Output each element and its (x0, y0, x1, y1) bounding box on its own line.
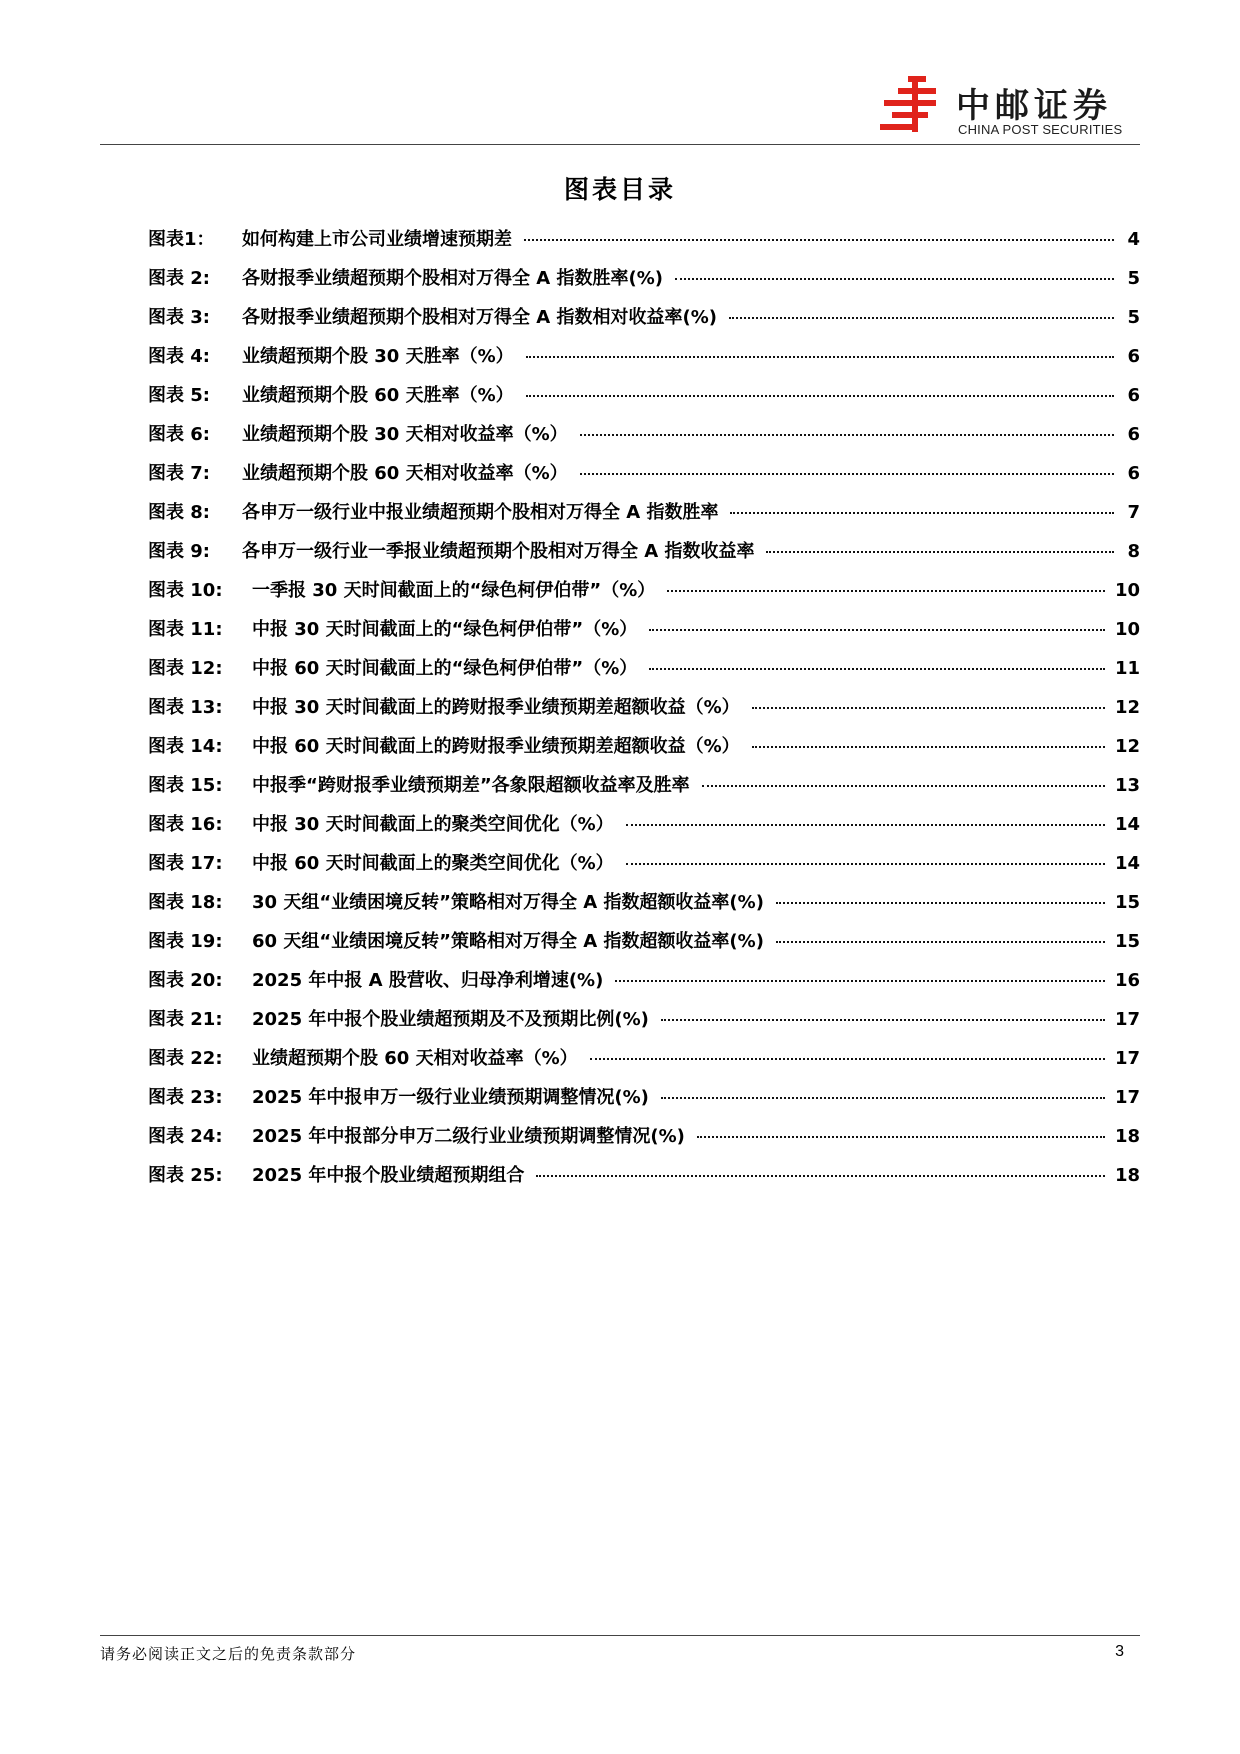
toc-entry-page: 4 (1127, 229, 1140, 250)
brand-name-en: CHINA POST SECURITIES (958, 122, 1123, 137)
toc-entry-page: 11 (1114, 658, 1140, 680)
toc-entry-page: 12 (1114, 736, 1140, 758)
toc-entry[interactable] (148, 342, 1140, 381)
toc-entry-page: 12 (1114, 697, 1140, 719)
toc-entry-page: 17 (1114, 1009, 1140, 1031)
toc-entry-page: 10 (1114, 580, 1140, 602)
toc-entry[interactable] (148, 420, 1140, 459)
toc-dot-leader (580, 473, 1114, 475)
footer-disclaimer: 请务必阅读正文之后的免责条款部分 (100, 1645, 357, 1663)
toc-entry-label: 图表 3: (148, 307, 210, 329)
toc-entry-page: 14 (1114, 853, 1140, 875)
toc-entry-title: 中报 30 天时间截面上的跨财报季业绩预期差超额收益（%） (252, 697, 740, 719)
footer-divider (100, 1635, 1140, 1636)
toc-entry-page: 5 (1127, 307, 1140, 329)
toc-entry-label: 图表 7: (148, 463, 210, 485)
toc-dot-leader (649, 668, 1105, 670)
toc-entry[interactable] (148, 225, 1140, 264)
toc-dot-leader (667, 590, 1105, 592)
toc-dot-leader (702, 785, 1105, 787)
toc-entry-label: 图表 14: (148, 736, 223, 758)
toc-entry-title: 中报季“跨财报季业绩预期差”各象限超额收益率及胜率 (252, 775, 690, 797)
page-number: 3 (1115, 1643, 1124, 1660)
toc-entry-label: 图表 16: (148, 814, 223, 836)
toc-entry-label: 图表 11: (148, 619, 223, 641)
brand-name-cn: 中邮证券 (956, 86, 1112, 126)
toc-dot-leader (752, 707, 1105, 709)
toc-entry-page: 15 (1114, 892, 1140, 914)
toc-entry-title: 中报 60 天时间截面上的跨财报季业绩预期差超额收益（%） (252, 736, 740, 758)
toc-entry-title: 2025 年中报 A 股营收、归母净利增速(%) (252, 970, 604, 992)
toc-entry-title: 60 天组“业绩困境反转”策略相对万得全 A 指数超额收益率(%) (252, 931, 764, 953)
toc-dot-leader (776, 941, 1105, 943)
toc-entry-page: 18 (1114, 1165, 1140, 1187)
toc-entry-page: 6 (1127, 385, 1140, 407)
toc-entry[interactable] (148, 537, 1140, 576)
toc-entry-title: 各财报季业绩超预期个股相对万得全 A 指数胜率(%) (242, 268, 663, 290)
toc-entry-label: 图表 4: (148, 346, 210, 368)
toc-entry-label: 图表 10: (148, 580, 223, 602)
toc-entry[interactable] (148, 615, 1140, 654)
toc-entry-page: 15 (1114, 931, 1140, 953)
toc-entry[interactable] (148, 927, 1140, 966)
table-of-figures (148, 225, 1140, 1200)
toc-entry[interactable] (148, 576, 1140, 615)
toc-title: 图表目录 (563, 175, 676, 204)
toc-entry[interactable] (148, 1161, 1140, 1200)
toc-dot-leader (697, 1136, 1105, 1138)
toc-entry-title: 各财报季业绩超预期个股相对万得全 A 指数相对收益率(%) (242, 307, 717, 329)
toc-entry-label: 图表 22: (148, 1048, 223, 1070)
toc-entry-title: 业绩超预期个股 60 天相对收益率（%） (242, 463, 568, 485)
toc-entry-title: 中报 30 天时间截面上的“绿色柯伊伯带”（%） (252, 619, 638, 641)
toc-entry-label: 图表 23: (148, 1087, 223, 1109)
toc-entry-label: 图表 9: (148, 541, 210, 563)
toc-dot-leader (776, 902, 1105, 904)
toc-entry-label: 图表 15: (148, 775, 223, 797)
toc-entry-title: 一季报 30 天时间截面上的“绿色柯伊伯带”（%） (252, 580, 656, 602)
toc-entry[interactable] (148, 303, 1140, 342)
toc-entry[interactable] (148, 1122, 1140, 1161)
toc-dot-leader (524, 239, 1114, 241)
toc-dot-leader (626, 824, 1105, 826)
toc-entry-page: 5 (1127, 268, 1140, 290)
toc-entry-label: 图表 24: (148, 1126, 223, 1148)
toc-entry-title: 各申万一级行业一季报业绩超预期个股相对万得全 A 指数收益率 (242, 541, 755, 563)
toc-entry-page: 7 (1127, 502, 1140, 524)
toc-dot-leader (526, 395, 1114, 397)
toc-entry[interactable] (148, 966, 1140, 1005)
toc-entry-title: 如何构建上市公司业绩增速预期差 (242, 229, 512, 250)
toc-dot-leader (661, 1097, 1105, 1099)
toc-dot-leader (626, 863, 1105, 865)
toc-entry-page: 13 (1114, 775, 1140, 797)
toc-dot-leader (730, 512, 1114, 514)
toc-entry[interactable] (148, 381, 1140, 420)
toc-entry-page: 16 (1114, 970, 1140, 992)
toc-entry[interactable] (148, 771, 1140, 810)
toc-entry-label: 图表 19: (148, 931, 223, 953)
toc-entry[interactable] (148, 810, 1140, 849)
toc-dot-leader (649, 629, 1105, 631)
toc-entry-title: 中报 30 天时间截面上的聚类空间优化（%） (252, 814, 614, 836)
toc-entry[interactable] (148, 264, 1140, 303)
toc-entry[interactable] (148, 1044, 1140, 1083)
toc-dot-leader (590, 1058, 1105, 1060)
toc-entry-label: 图表 13: (148, 697, 223, 719)
toc-entry-title: 业绩超预期个股 30 天胜率（%） (242, 346, 514, 368)
toc-entry-page: 6 (1127, 463, 1140, 485)
toc-entry-page: 8 (1127, 541, 1140, 563)
toc-entry-title: 2025 年中报申万一级行业业绩预期调整情况(%) (252, 1087, 649, 1109)
toc-entry-title: 2025 年中报个股业绩超预期组合 (252, 1165, 525, 1187)
toc-entry-page: 17 (1114, 1048, 1140, 1070)
toc-dot-leader (729, 317, 1114, 319)
toc-dot-leader (675, 278, 1114, 280)
toc-entry-label: 图表1： (148, 229, 215, 250)
toc-entry-label: 图表 21: (148, 1009, 223, 1031)
toc-entry-page: 6 (1127, 346, 1140, 368)
toc-entry[interactable] (148, 693, 1140, 732)
toc-entry-page: 10 (1114, 619, 1140, 641)
toc-entry-title: 中报 60 天时间截面上的“绿色柯伊伯带”（%） (252, 658, 638, 680)
toc-dot-leader (752, 746, 1105, 748)
toc-entry-page: 6 (1127, 424, 1140, 446)
toc-entry-title: 30 天组“业绩困境反转”策略相对万得全 A 指数超额收益率(%) (252, 892, 764, 914)
toc-entry-label: 图表 5: (148, 385, 210, 407)
toc-entry-label: 图表 12: (148, 658, 223, 680)
toc-dot-leader (580, 434, 1114, 436)
toc-entry[interactable] (148, 732, 1140, 771)
toc-entry[interactable] (148, 1005, 1140, 1044)
toc-entry-title: 中报 60 天时间截面上的聚类空间优化（%） (252, 853, 614, 875)
toc-entry-label: 图表 20: (148, 970, 223, 992)
toc-entry-label: 图表 2: (148, 268, 210, 290)
toc-entry[interactable] (148, 459, 1140, 498)
toc-entry[interactable] (148, 849, 1140, 888)
toc-entry-title: 业绩超预期个股 60 天胜率（%） (242, 385, 514, 407)
toc-entry-title: 业绩超预期个股 60 天相对收益率（%） (252, 1048, 578, 1070)
toc-entry-title: 2025 年中报个股业绩超预期及不及预期比例(%) (252, 1009, 649, 1031)
toc-entry-label: 图表 25: (148, 1165, 223, 1187)
toc-entry-title: 2025 年中报部分申万二级行业业绩预期调整情况(%) (252, 1126, 685, 1148)
toc-entry-page: 17 (1114, 1087, 1140, 1109)
header-divider (100, 144, 1140, 145)
toc-dot-leader (526, 356, 1114, 358)
toc-entry-label: 图表 6: (148, 424, 210, 446)
toc-entry-page: 18 (1114, 1126, 1140, 1148)
toc-entry-title: 业绩超预期个股 30 天相对收益率（%） (242, 424, 568, 446)
toc-entry-label: 图表 8: (148, 502, 210, 524)
toc-dot-leader (615, 980, 1105, 982)
toc-entry-title: 各申万一级行业中报业绩超预期个股相对万得全 A 指数胜率 (242, 502, 719, 524)
toc-dot-leader (766, 551, 1114, 553)
toc-entry[interactable] (148, 888, 1140, 927)
toc-entry-label: 图表 17: (148, 853, 223, 875)
toc-entry-page: 14 (1114, 814, 1140, 836)
toc-entry[interactable] (148, 654, 1140, 693)
toc-entry[interactable] (148, 498, 1140, 537)
toc-dot-leader (661, 1019, 1105, 1021)
brand-logo (878, 76, 1158, 138)
toc-entry-label: 图表 18: (148, 892, 223, 914)
china-post-logo-icon (878, 76, 942, 138)
toc-entry[interactable] (148, 1083, 1140, 1122)
toc-dot-leader (536, 1175, 1105, 1177)
